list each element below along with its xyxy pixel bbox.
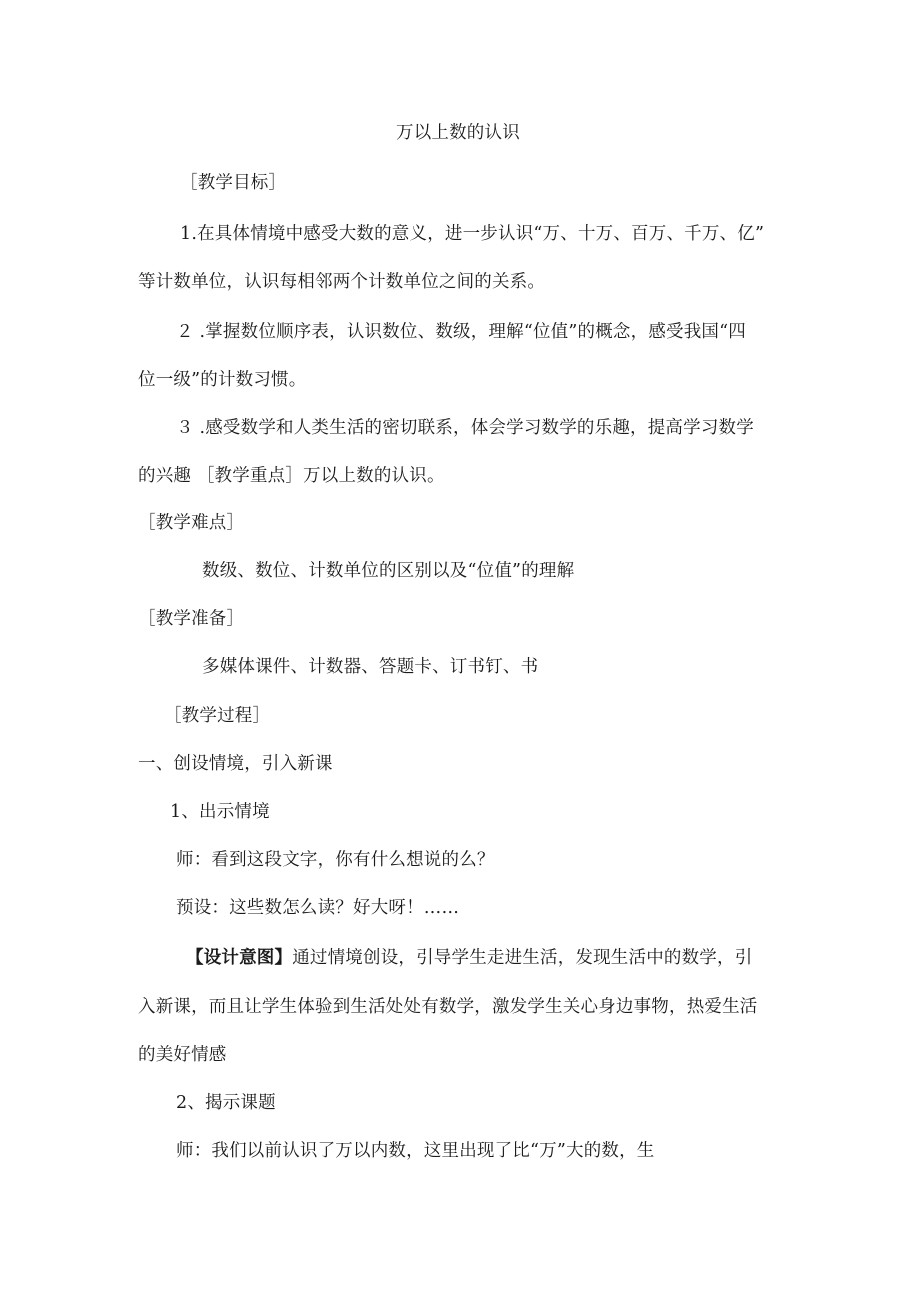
difficulty-heading: ［教学难点］ [138,513,245,533]
goal-1-line-1: 1.在具体情境中感受大数的意义，进一步认识“万、十万、百万、千万、亿” [180,224,765,244]
preparation-heading: ［教学准备］ [138,609,245,629]
design-intent-label: 【设计意图】 [186,948,293,968]
process-heading: ［教学过程］ [164,706,271,726]
step-1-heading: 1、出示情境 [170,802,270,822]
teacher-line-1: 师：看到这段文字，你有什么想说的么？ [176,850,495,870]
design-intent-line-1 [186,946,752,970]
goal-1-line-2: 等计数单位，认识每相邻两个计数单位之间的关系。 [138,272,546,292]
teacher-line-2: 师：我们以前认识了万以内数，这里出现了比“万”大的数，生 [176,1141,655,1161]
step-2-heading: 2、揭示课题 [176,1093,276,1113]
goals-heading: ［教学目标］ [180,173,287,193]
goal-2-line-2: 位一级”的计数习惯。 [138,370,307,390]
goal-3-line-2: 的兴趣 ［教学重点］万以上数的认识。 [138,466,445,486]
design-intent-text: 通过情境创设，引导学生走进生活，发现生活中的数学，引 [292,948,753,968]
design-intent-line-3: 的美好情感 [138,1045,227,1065]
preset-line: 预设：这些数怎么读？好大呀！…… [176,898,460,918]
preparation-text: 多媒体课件、计数器、答题卡、订书钉、书 [202,657,539,677]
design-intent-line-2: 入新课，而且让学生体验到生活处处有数学，激发学生关心身边事物，热爱生活 [138,997,758,1017]
goal-2-line-1: ２ .掌握数位顺序表，认识数位、数级，理解“位值”的概念，感受我国“四 [176,322,746,342]
document-title: 万以上数的认识 [396,123,520,143]
goal-3-line-1: ３ .感受数学和人类生活的密切联系，体会学习数学的乐趣，提高学习数学 [176,418,754,438]
difficulty-text: 数级、数位、计数单位的区别以及“位值”的理解 [202,561,575,581]
section-1-heading: 一、创设情境，引入新课 [138,754,333,774]
